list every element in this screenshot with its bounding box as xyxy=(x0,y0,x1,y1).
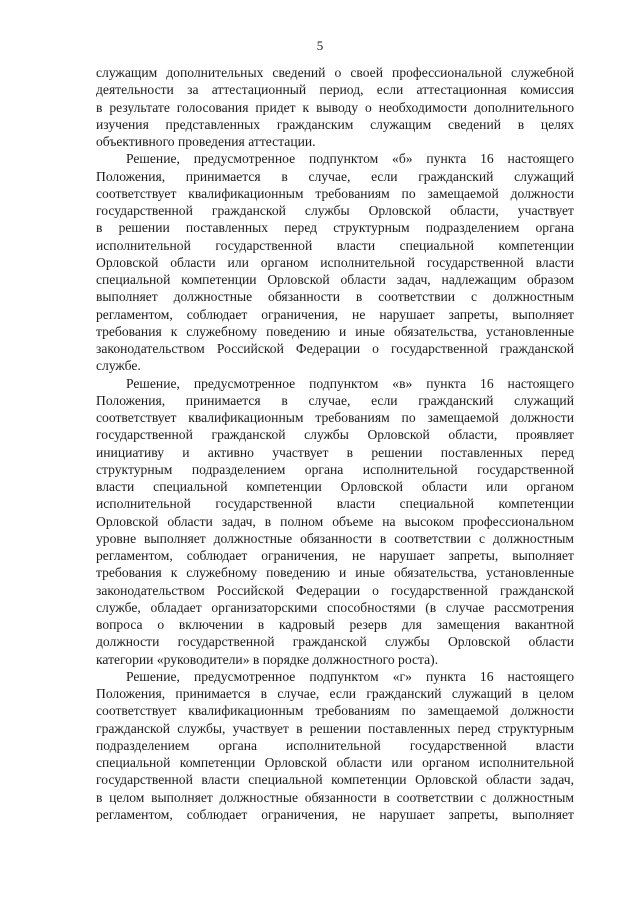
text-line: государственной гражданской службы Орловской области, проявляет xyxy=(96,427,574,443)
paragraph xyxy=(96,64,574,150)
text-line: уровне выполняет должностные обязанности в соответствии с должностным xyxy=(96,530,574,546)
text-line: специальной компетенции Орловской области задач, надлежащим образом xyxy=(96,272,574,287)
text-line: регламентом, соблюдает ограничения, не нарушает запреты, выполняет xyxy=(96,548,574,563)
text-line: исполнительной государственной власти специальной компетенции xyxy=(96,237,574,253)
paragraph xyxy=(96,150,574,374)
text-line: вопроса о включении в кадровый резерв для замещения вакантной xyxy=(96,617,574,632)
text-line: выполняет должностные обязанности в соответствии с должностным xyxy=(96,289,574,305)
text-line: законодательством Российской Федерации о государственной гражданской xyxy=(96,341,574,356)
text-line: исполнительной государственной власти специальной компетенции xyxy=(96,496,574,512)
document-body xyxy=(96,64,574,823)
text-line: объективного проведения аттестации. xyxy=(96,134,316,149)
text-line: инициативу и активно участвует в решении поставленных перед xyxy=(96,444,574,460)
text-line: требования к служебному поведению и иные обязательства, установленные xyxy=(96,565,574,581)
text-line: службе. xyxy=(96,358,141,374)
text-line: законодательством Российской Федерации о государственной гражданской xyxy=(96,582,574,598)
text-line: государственной власти специальной компетенции Орловской области задач, xyxy=(96,772,574,788)
text-line: категории «руководители» в порядке должностного роста). xyxy=(96,651,439,667)
text-line: Решение, предусмотренное подпунктом «в» пункта 16 настоящего xyxy=(126,375,574,391)
text-line: регламентом, соблюдает ограничения, не нарушает запреты, выполняет xyxy=(96,806,574,822)
text-line: власти специальной компетенции Орловской области или органом xyxy=(96,479,574,494)
text-line: Положения, принимается в случае, если гражданский служащий xyxy=(96,168,574,184)
text-line: государственной гражданской службы Орловской области, участвует xyxy=(96,203,574,218)
page-number: 5 xyxy=(316,38,324,53)
text-line: структурным подразделением органа исполнительной государственной xyxy=(96,461,574,477)
text-line: деятельности за аттестационный период, если аттестационная комиссия xyxy=(96,82,574,98)
text-line: службе, обладает организаторскими способностями (в случае рассмотрения xyxy=(96,599,574,615)
text-line: в решении поставленных перед структурным подразделением органа xyxy=(96,220,574,236)
text-line: соответствует квалификационным требованиям по замещаемой должности xyxy=(96,410,574,425)
text-line: подразделением органа исполнительной государственной власти xyxy=(96,737,574,753)
text-line: соответствует квалификационным требованиям по замещаемой должности xyxy=(96,703,574,719)
text-line: служащим дополнительных сведений о своей профессиональной служебной xyxy=(96,65,574,80)
text-line: в целом выполняет должностные обязанности в соответствии с должностным xyxy=(96,789,574,805)
paragraph xyxy=(96,375,574,668)
text-line: соответствует квалификационным требованиям по замещаемой должности xyxy=(96,185,574,201)
text-line: Решение, предусмотренное подпунктом «г» пункта 16 настоящего xyxy=(126,668,574,684)
text-line: гражданской службы, участвует в решении поставленных перед структурным xyxy=(96,720,574,736)
text-line: в результате голосования придет к выводу о необходимости дополнительного xyxy=(96,99,574,115)
text-line: Решение, предусмотренное подпунктом «б» пункта 16 настоящего xyxy=(126,151,574,167)
text-line: специальной компетенции Орловской области или органом исполнительной xyxy=(96,755,574,770)
text-line: Орловской области задач, в полном объеме на высоком профессиональном xyxy=(96,513,574,529)
text-line: требования к служебному поведению и иные обязательства, установленные xyxy=(96,323,574,339)
text-line: изучения представленных гражданским служащим сведений в целях xyxy=(96,116,574,132)
text-line: должности государственной гражданской службы Орловской области xyxy=(96,634,574,650)
paragraph xyxy=(96,668,574,823)
text-line: Орловской области или органом исполнительной государственной власти xyxy=(96,254,574,270)
text-line: Положения, принимается в случае, если гражданский служащий xyxy=(96,392,574,408)
text-line: Положения, принимается в случае, если гражданский служащий в целом xyxy=(96,686,574,701)
text-line: регламентом, соблюдает ограничения, не нарушает запреты, выполняет xyxy=(96,306,574,322)
